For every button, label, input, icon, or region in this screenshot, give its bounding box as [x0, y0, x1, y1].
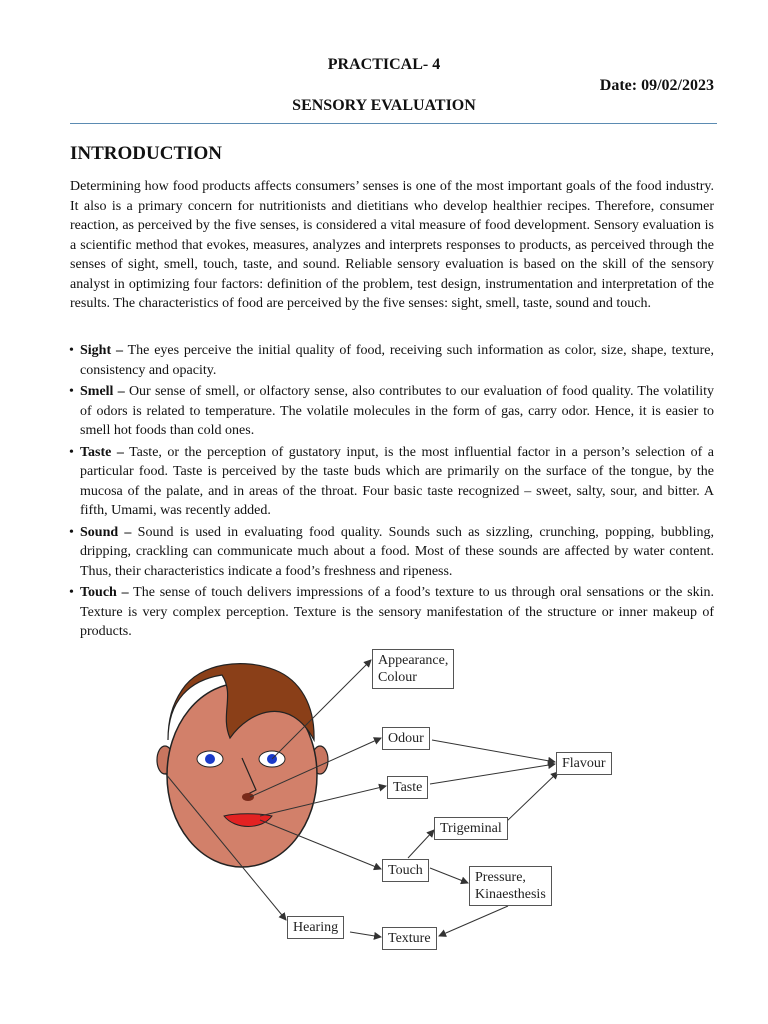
sense-term: Touch –	[80, 585, 129, 600]
node-appearance-line1: Appearance,	[378, 653, 449, 668]
page-title: SENSORY EVALUATION	[292, 97, 476, 114]
arrow-touch-trigeminal	[408, 830, 434, 858]
node-pressure	[469, 866, 552, 906]
sensory-diagram	[150, 640, 620, 960]
arrow-pressure-texture	[439, 906, 508, 936]
introduction-heading: INTRODUCTION	[70, 143, 223, 164]
arrow-trigeminal-flavour	[506, 772, 558, 822]
header-divider	[70, 123, 717, 124]
left-pupil	[205, 754, 215, 764]
sense-term: Sound –	[80, 524, 132, 540]
sense-text: Taste, or the perception of gustatory input, is the most influential factor in a person’s selection of a particular food. Taste is perceived by the taste buds which are primarily on the surface of the tongue, by the mucosa of the palate, and in areas of the throat. Four basic taste recognized – sweet, salty, sour, and bitter. A fifth, Umami, was recently added.	[80, 444, 714, 518]
node-touch: Touch	[382, 859, 429, 882]
sense-text: The sense of touch delivers impressions of a food’s texture to us through oral sensations or the skin. Texture is very complex perception. Texture is the sensory manifestation of the structure or inner makeup of products.	[80, 585, 714, 639]
list-item-sound	[70, 523, 714, 582]
senses-list	[70, 341, 714, 644]
nostril	[242, 793, 254, 801]
node-texture: Texture	[382, 927, 437, 950]
list-item-smell	[70, 382, 714, 441]
introduction-paragraph: Determining how food products affects consumers’ senses is one of the most important goals of the food industry. It also is a primary concern for nutritionists and dietitians who develop healthier recipes. Therefore, consumer reaction, as perceived by the five senses, is considered a vital measure of food development. Sensory evaluation is a scientific method that evokes, measures, analyzes and interprets responses to products, as perceived through the senses of sight, smell, touch, taste, and sound. Reliable sensory evaluation is based on the skill of the sensory analyst in optimizing four factors: definition of the problem, test design, instrumentation and interpretation of the results. The characteristics of food are perceived by the five senses: sight, smell, taste, sound and touch.	[70, 179, 714, 311]
sense-text: Sound is used in evaluating food quality. Sounds such as sizzling, crunching, popping, bubbling, dripping, crackling can communicate much about a food. Most of these sounds are affected by water content. Thus, their characteristics indicate a food’s freshness and ripeness.	[80, 524, 715, 579]
node-pressure-line1: Pressure,	[475, 870, 526, 885]
sense-term: Smell –	[80, 384, 125, 399]
node-pressure-line2: Kinaesthesis	[475, 887, 546, 902]
arrow-odour-flavour	[432, 740, 555, 762]
arrow-taste-flavour	[430, 764, 555, 784]
node-trigeminal: Trigeminal	[434, 817, 508, 840]
node-hearing: Hearing	[287, 916, 344, 939]
arrow-hearing-texture	[350, 932, 381, 937]
date-label: Date: 09/02/2023	[599, 77, 714, 94]
sense-term: Sight –	[80, 343, 123, 358]
sense-text: Our sense of smell, or olfactory sense, also contributes to our evaluation of food quality. The volatility of odors is related to temperature. The volatile molecules in the form of gas, carry odor. Hence, it is easier to smell hot foods than cold ones.	[80, 384, 714, 438]
sense-text: The eyes perceive the initial quality of food, receiving such information as color, size, shape, texture, consistency and opacity.	[80, 343, 715, 378]
node-flavour: Flavour	[556, 752, 612, 775]
list-item-sight	[70, 341, 714, 380]
sense-term: Taste –	[80, 444, 124, 460]
list-item-taste	[70, 443, 714, 521]
practical-title: PRACTICAL- 4	[327, 56, 441, 73]
list-item-touch	[70, 583, 714, 642]
node-taste: Taste	[387, 776, 428, 799]
arrow-touch-pressure	[430, 868, 468, 883]
node-appearance-line2: Colour	[378, 670, 417, 685]
node-appearance	[372, 649, 454, 689]
face-illustration	[157, 664, 328, 867]
node-odour: Odour	[382, 727, 430, 750]
